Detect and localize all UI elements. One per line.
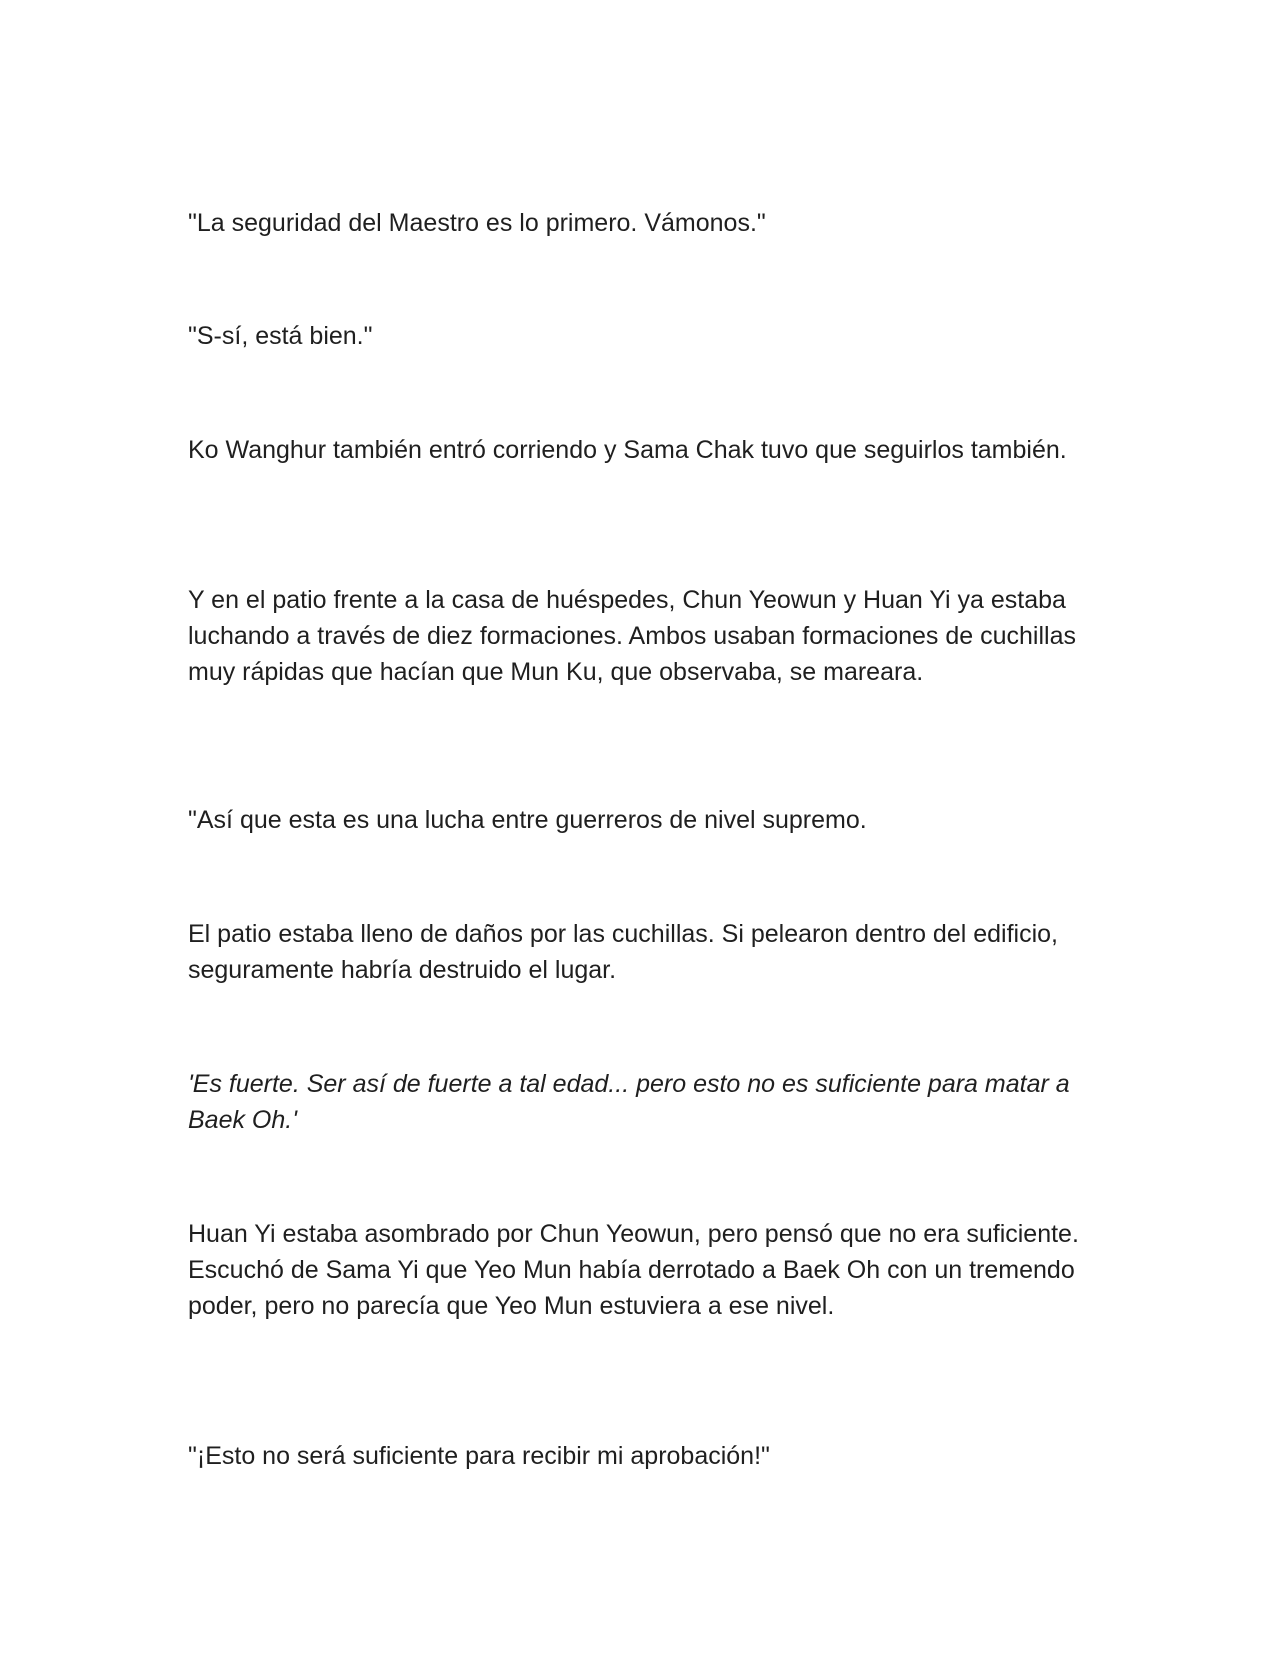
- paragraph-2: "S-sí, está bien.": [188, 322, 373, 350]
- paragraph-4: Y en el patio frente a la casa de huéspedes, Chun Yeowun y Huan Yi ya estaba luchando a través de diez formaciones. Ambos usaban formaciones de cuchillas muy rápidas que hacían que Mun Ku, que observaba, se mareara.: [188, 586, 1077, 686]
- paragraph-9: "¡Esto no será suficiente para recibir mi aprobación!": [188, 1442, 770, 1470]
- paragraph-8: Huan Yi estaba asombrado por Chun Yeowun, pero pensó que no era suficiente. Escuchó de Sama Yi que Yeo Mun había derrotado a Baek Oh con un tremendo poder, pero no parecía que Yeo Mun estuviera a ese nivel.: [188, 1220, 1079, 1320]
- paragraph-6: El patio estaba lleno de daños por las cuchillas. Si pelearon dentro del edificio, seguramente habría destruido el lugar.: [188, 920, 1058, 984]
- paragraph-3: Ko Wanghur también entró corriendo y Sama Chak tuvo que seguirlos también.: [188, 436, 1067, 464]
- paragraph-5: "Así que esta es una lucha entre guerreros de nivel supremo.: [188, 806, 867, 834]
- paragraph-1: "La seguridad del Maestro es lo primero. Vámonos.": [188, 209, 766, 237]
- paragraph-7: 'Es fuerte. Ser así de fuerte a tal edad... pero esto no es suficiente para matar a Baek Oh.': [188, 1070, 1070, 1134]
